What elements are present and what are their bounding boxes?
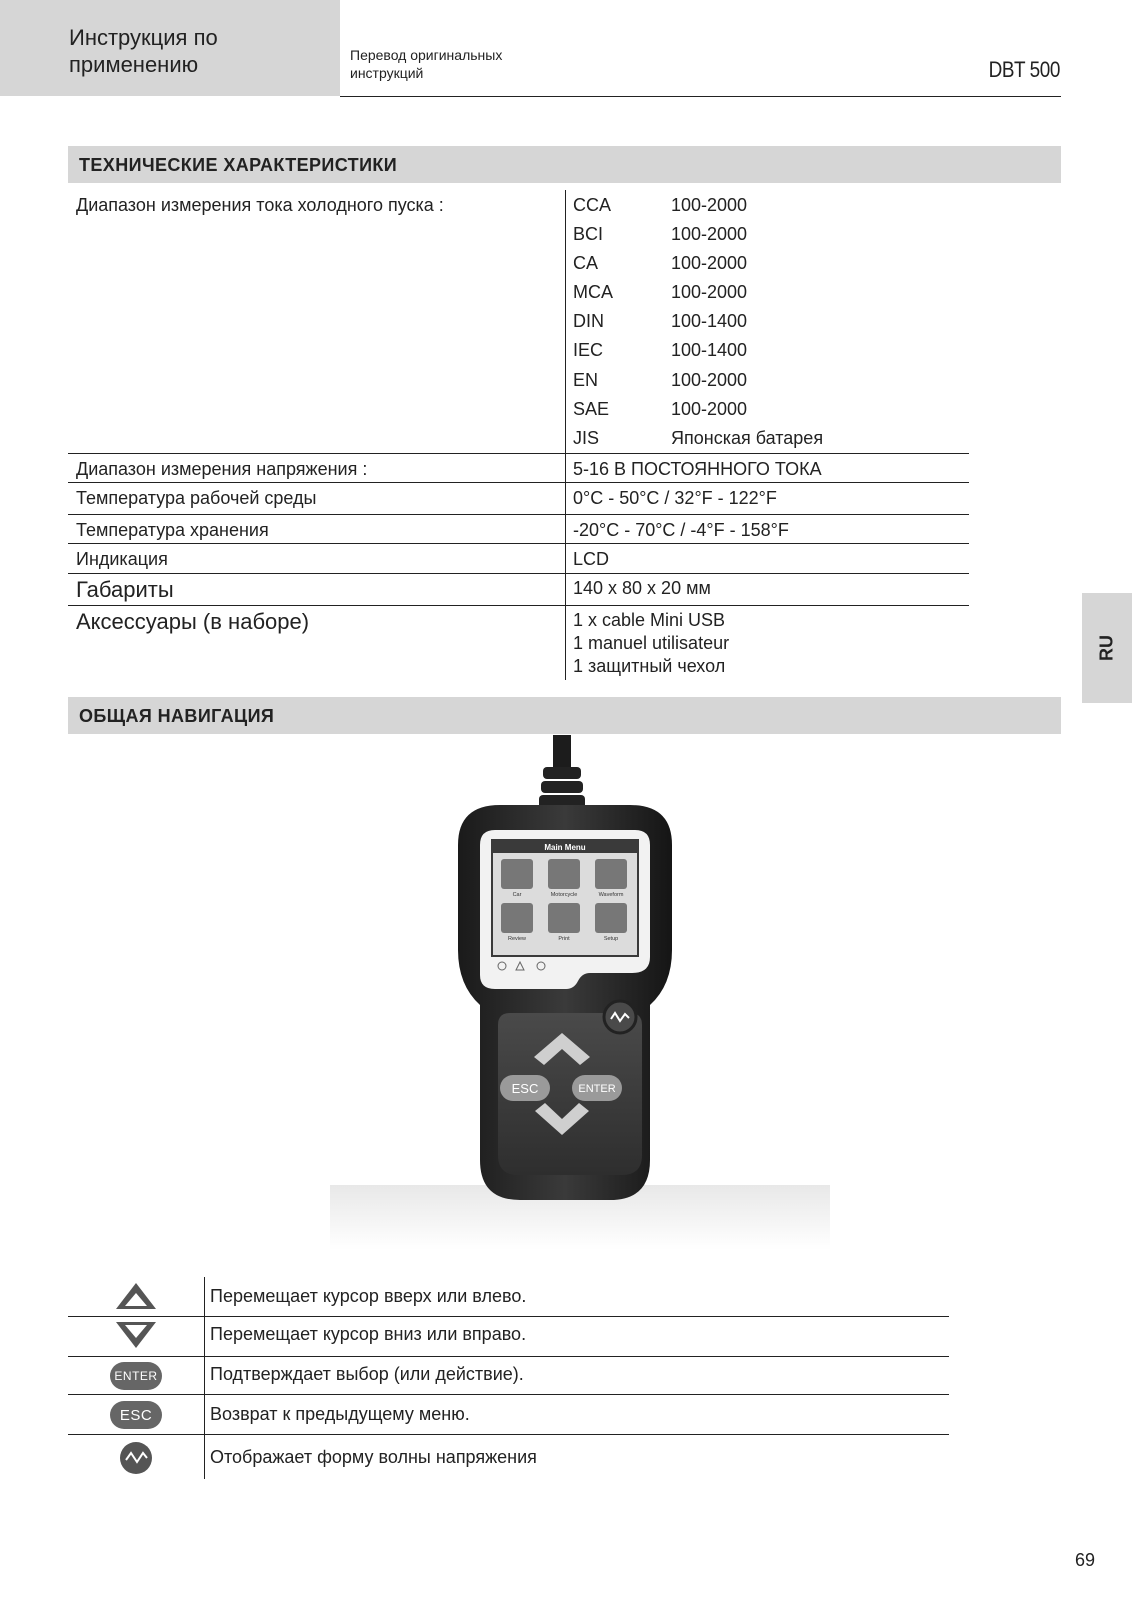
nav-esc-description: Возврат к предыдущему меню. (210, 1404, 470, 1424)
table-rule (68, 543, 969, 544)
page-number: 69 (1075, 1550, 1096, 1570)
table-rule (68, 1394, 949, 1395)
dimensions-label: Габариты (76, 577, 174, 602)
screen-title: Main Menu (544, 843, 586, 852)
accessory-item: 1 защитный чехол (573, 656, 726, 676)
table-rule (68, 605, 969, 606)
device-waveform-button (604, 1001, 636, 1033)
nav-section-header (68, 697, 1061, 734)
standard-value: 100-2000 (671, 224, 748, 244)
standard-name: EN (573, 370, 599, 390)
enter-button-icon (106, 1359, 166, 1393)
voltage-range-label: Диапазон измерения напряжения : (76, 459, 368, 479)
standard-value: 100-2000 (671, 370, 748, 390)
dimensions-value: 140 x 80 x 20 мм (573, 578, 711, 598)
standard-name: SAE (573, 399, 610, 419)
spec-column-divider (565, 190, 566, 680)
storage-temp-value: -20°C - 70°C / -4°F - 158°F (573, 520, 789, 540)
device-enter-label: ENTER (578, 1083, 616, 1095)
standard-value: 100-2000 (671, 282, 748, 302)
accessories-label: Аксессуары (в наборе) (76, 609, 310, 634)
operating-temp-label: Температура рабочей среды (76, 488, 317, 508)
menu-label-waveform: Waveform (598, 892, 624, 898)
menu-label-motorcycle: Motorcycle (550, 892, 578, 898)
nav-up-description: Перемещает курсор вверх или влево. (210, 1286, 527, 1306)
table-rule (68, 1316, 949, 1317)
document-subtitle: Перевод оригинальных инструкций (350, 47, 503, 81)
down-arrow-icon (106, 1318, 166, 1352)
cranking-range-label: Диапазон измерения тока холодного пуска : (76, 195, 444, 215)
nav-column-divider (204, 1277, 205, 1479)
standard-name: DIN (573, 311, 604, 331)
standard-value: 100-1400 (671, 340, 748, 360)
up-arrow-icon (106, 1279, 166, 1313)
tech-section-title: ТЕХНИЧЕСКИЕ ХАРАКТЕРИСТИКИ (79, 155, 398, 175)
standard-name: CA (573, 253, 599, 273)
standard-value: Японская батарея (671, 428, 824, 448)
standard-value: 100-1400 (671, 311, 748, 331)
standard-value: 100-2000 (671, 253, 748, 273)
language-tab (1082, 593, 1132, 703)
waveform-icon (106, 1441, 166, 1475)
standard-name: BCI (573, 224, 604, 244)
menu-label-review: Review (507, 936, 527, 942)
accessory-item: 1 x cable Mini USB (573, 610, 726, 630)
voltage-range-value: 5-16 В ПОСТОЯННОГО ТОКА (573, 459, 822, 479)
accessory-item: 1 manuel utilisateur (573, 633, 730, 653)
menu-label-car: Car (512, 892, 522, 898)
menu-label-setup: Setup (603, 936, 619, 942)
language-tab-label: RU (1096, 635, 1117, 661)
document-title: Инструкция по применению (69, 25, 218, 77)
menu-label-print: Print (558, 936, 570, 942)
display-label: Индикация (76, 549, 168, 569)
table-rule (68, 1356, 949, 1357)
storage-temp-label: Температура хранения (76, 520, 269, 540)
standard-name: IEC (573, 340, 604, 360)
battery-tester-illustration (330, 735, 830, 1250)
standard-name: JIS (573, 428, 600, 448)
standard-name: CCA (573, 195, 612, 215)
table-rule (68, 573, 969, 574)
standard-value: 100-2000 (671, 399, 748, 419)
standard-value: 100-2000 (671, 195, 748, 215)
nav-enter-description: Подтверждает выбор (или действие). (210, 1364, 524, 1384)
nav-section-title: ОБЩАЯ НАВИГАЦИЯ (79, 706, 275, 726)
device-esc-label: ESC (511, 1081, 539, 1096)
operating-temp-value: 0°C - 50°C / 32°F - 122°F (573, 488, 777, 508)
nav-down-description: Перемещает курсор вниз или вправо. (210, 1324, 527, 1344)
cable-strain-relief (539, 767, 585, 809)
esc-pill-label: ESC (110, 1401, 162, 1429)
table-rule (68, 1434, 949, 1435)
table-rule (68, 514, 969, 515)
table-rule (68, 482, 969, 483)
nav-waveform-description: Отображает форму волны напряжения (210, 1447, 537, 1467)
enter-pill-label: ENTER (110, 1362, 162, 1390)
model-name: DBT 500 (988, 57, 1060, 82)
standard-name: MCA (573, 282, 613, 302)
display-value: LCD (573, 549, 610, 569)
table-rule (68, 453, 969, 454)
esc-button-icon (106, 1398, 166, 1432)
header-rule (340, 96, 1061, 97)
tech-section-header (68, 146, 1061, 183)
